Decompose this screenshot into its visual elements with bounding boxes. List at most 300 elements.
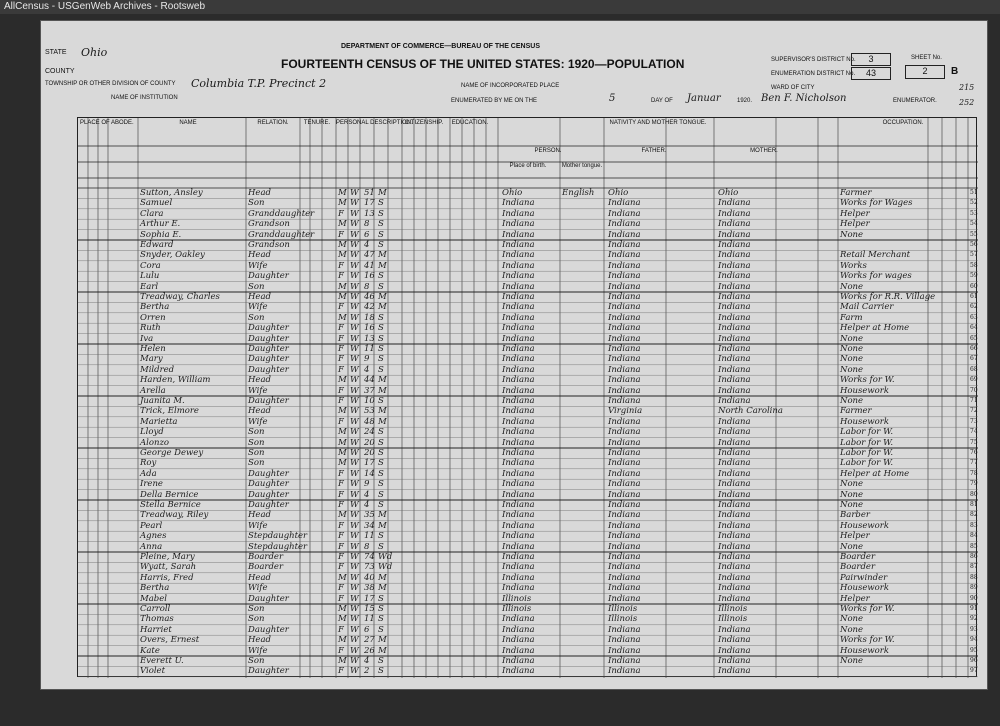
sex: M [338,281,347,292]
enumerated-day: 5 [609,93,616,104]
marital-status: S [378,500,384,510]
father-birthplace: Indiana [608,260,641,271]
birthplace: Indiana [502,448,535,458]
mother-birthplace: Indiana [718,645,751,656]
relation: Head [248,250,271,261]
mother-birthplace: Indiana [718,427,751,438]
marital-status: S [378,624,384,635]
relation: Wife [248,520,268,531]
race: W [350,416,359,427]
line-number: 91 [970,605,978,612]
marital-status: M [378,292,387,302]
relation: Wife [248,260,268,271]
father-birthplace: Indiana [608,645,641,656]
father-birthplace: Indiana [608,333,641,344]
census-title: FOURTEENTH CENSUS OF THE UNITED STATES: 1920—POPULATION [281,57,685,71]
sex: M [338,198,347,209]
line-number: 62 [970,303,978,311]
occupation: None [840,614,864,625]
age: 42 [364,302,375,313]
person-name: Agnes [140,531,167,542]
relation: Head [248,406,271,417]
sex: M [338,312,347,323]
marital-status: S [378,323,384,334]
window-title: AllCensus - USGenWeb Archives - Rootsweb [0,0,1000,14]
occupation: Housework [840,520,890,531]
relation: Granddaughter [248,208,315,219]
age: 46 [364,292,375,302]
race: W [350,520,359,531]
line-number: 81 [970,501,978,508]
race: W [350,666,359,677]
mother-birthplace: Indiana [718,468,751,479]
sex: F [338,479,344,490]
race: W [350,354,359,365]
father-birthplace: Indiana [608,624,641,635]
sheet-letter: B [951,66,959,77]
sex: F [338,552,344,562]
line-number: 73 [970,417,978,425]
person-name: Stella Bernice [140,500,201,510]
age: 34 [364,520,375,531]
birthplace: Ohio [502,188,523,198]
birthplace: Indiana [502,656,535,666]
age: 15 [364,604,375,614]
marital-status: S [378,240,384,250]
line-number: 70 [970,386,978,394]
incorporated-label: NAME OF INCORPORATED PLACE [461,83,560,89]
marital-status: S [378,437,384,448]
age: 18 [364,312,375,323]
sex: F [338,344,344,354]
mother-birthplace: Indiana [718,635,751,646]
occupation: Labor for W. [840,458,894,469]
father-birthplace: Indiana [608,572,641,583]
race: W [350,219,359,230]
relation: Head [248,375,271,386]
occupation: Farm [840,312,863,323]
race: W [350,583,359,594]
township-label: TOWNSHIP OR OTHER DIVISION OF COUNTY [45,81,176,87]
marital-status: M [378,635,387,646]
line-number: 84 [970,532,978,540]
occupation: Works for wages [840,271,912,282]
father-birthplace: Indiana [608,219,641,230]
relation: Daughter [248,271,289,282]
father-birthplace: Indiana [608,500,641,510]
col-mother: MOTHER. [750,148,778,154]
birthplace: Indiana [502,427,535,438]
relation: Daughter [248,489,289,500]
occupation: Works for W. [840,635,895,646]
marital-status: S [378,541,384,552]
county-label: COUNTY [45,68,75,75]
enumeration-value: 43 [851,67,891,80]
line-number: 67 [970,355,978,363]
person-name: Anna [140,541,163,552]
race: W [350,531,359,542]
occupation: None [840,229,864,240]
age: 8 [364,281,370,292]
birthplace: Indiana [502,624,535,635]
col-education: EDUCATION. [451,120,489,126]
race: W [350,344,359,354]
person-name: Juanita M. [140,396,185,406]
marital-status: M [378,645,387,656]
sex: M [338,458,347,469]
line-number: 79 [970,480,978,488]
occupation: Housework [840,583,890,594]
birthplace: Indiana [502,354,535,365]
occupation: Helper at Home [840,468,910,479]
person-name: Arella [140,385,166,396]
marital-status: M [378,510,387,521]
line-number: 64 [970,324,978,332]
relation: Daughter [248,354,289,365]
occupation: Helper [840,219,870,230]
race: W [350,208,359,219]
person-name: Bertha [140,302,170,313]
relation: Head [248,635,271,646]
sex: F [338,583,344,594]
sex: M [338,635,347,646]
marital-status: M [378,572,387,583]
person-name: Ruth [140,323,161,334]
birthplace: Indiana [502,541,535,552]
race: W [350,406,359,417]
relation: Granddaughter [248,229,315,240]
age: 9 [364,479,370,490]
marital-status: M [378,583,387,594]
person-name: Mary [140,354,163,365]
person-name: Mildred [140,364,175,375]
sex: F [338,520,344,531]
father-birthplace: Illinois [608,604,638,614]
sex: F [338,323,344,334]
sex: M [338,188,347,198]
col-place-of-abode: PLACE OF ABODE. [80,120,134,126]
occupation: Works for R.R. Village [840,292,936,302]
relation: Daughter [248,593,289,604]
relation: Son [248,614,265,625]
occupation: Pairwinder [840,572,888,583]
relation: Son [248,198,265,209]
father-birthplace: Indiana [608,292,641,302]
birthplace: Indiana [502,302,535,313]
birthplace: Indiana [502,510,535,521]
birthplace: Indiana [502,416,535,427]
race: W [350,562,359,573]
person-name: Marietta [140,416,178,427]
relation: Grandson [248,240,290,250]
birthplace: Indiana [502,614,535,625]
person-name: Harriet [140,624,172,635]
occupation: Retail Merchant [840,250,911,261]
line-number: 66 [970,345,978,352]
birthplace: Indiana [502,229,535,240]
line-number: 61 [970,293,978,300]
birthplace: Indiana [502,468,535,479]
sex: F [338,541,344,552]
age: 73 [364,562,375,573]
relation: Daughter [248,468,289,479]
mother-birthplace: Indiana [718,583,751,594]
age: 47 [364,250,375,261]
occupation: Housework [840,645,890,656]
father-birthplace: Indiana [608,562,641,573]
line-number: 57 [970,251,978,259]
col-occupation: OCCUPATION. [882,120,924,126]
marital-status: S [378,208,384,219]
line-number: 59 [970,272,978,280]
relation: Daughter [248,344,289,354]
col-name: NAME [179,120,197,126]
line-number: 69 [970,376,978,384]
father-birthplace: Illinois [608,614,638,625]
mother-birthplace: Indiana [718,240,751,250]
age: 13 [364,208,375,219]
age: 24 [364,427,375,438]
age: 17 [364,198,375,209]
relation: Daughter [248,364,289,375]
birthplace: Indiana [502,520,535,531]
father-birthplace: Indiana [608,385,641,396]
relation: Stepdaughter [248,531,308,542]
person-name: Trick, Elmore [140,406,199,417]
marital-status: S [378,468,384,479]
birthplace: Indiana [502,271,535,282]
sex: F [338,645,344,656]
line-number: 54 [970,220,978,228]
race: W [350,229,359,240]
father-birthplace: Indiana [608,396,641,406]
occupation: None [840,344,864,354]
person-name: Carroll [140,604,171,614]
sex: M [338,604,347,614]
marital-status: S [378,333,384,344]
birthplace: Indiana [502,572,535,583]
birthplace: Indiana [502,323,535,334]
marital-status: S [378,396,384,406]
birthplace: Indiana [502,406,535,417]
sex: M [338,292,347,302]
person-name: Alonzo [140,437,170,448]
marital-status: S [378,531,384,542]
father-birthplace: Indiana [608,375,641,386]
sex: M [338,250,347,261]
sheet-label: SHEET No. [911,55,942,61]
relation: Son [248,458,265,469]
sex: M [338,656,347,666]
age: 40 [364,572,375,583]
race: W [350,448,359,458]
birthplace: Indiana [502,531,535,542]
birthplace: Indiana [502,666,535,677]
relation: Son [248,448,265,458]
person-name: Thomas [140,614,174,625]
occupation: None [840,479,864,490]
relation: Son [248,312,265,323]
sex: F [338,624,344,635]
sex: F [338,666,344,677]
line-number: 58 [970,261,978,269]
relation: Daughter [248,323,289,334]
race: W [350,604,359,614]
line-number: 83 [970,521,978,529]
col-father: FATHER. [641,148,667,154]
line-number: 78 [970,469,978,477]
occupation: Helper at Home [840,323,910,334]
person-name: Lulu [140,271,160,282]
supervisor-label: SUPERVISOR'S DISTRICT No. [771,57,856,63]
relation: Daughter [248,624,289,635]
person-name: Arthur E. [140,219,181,230]
relation: Daughter [248,666,289,677]
person-name: Orren [140,312,166,323]
race: W [350,468,359,479]
birthplace: Indiana [502,260,535,271]
sex: M [338,572,347,583]
father-birthplace: Indiana [608,531,641,542]
line-number: 72 [970,407,978,415]
age: 16 [364,323,375,334]
person-name: Samuel [140,198,173,209]
father-birthplace: Indiana [608,458,641,469]
occupation: Farmer [840,188,872,198]
race: W [350,385,359,396]
father-birthplace: Indiana [608,635,641,646]
sex: F [338,593,344,604]
age: 4 [364,240,370,250]
mother-birthplace: Indiana [718,489,751,500]
marital-status: S [378,271,384,282]
mother-birthplace: Illinois [718,614,748,625]
person-name: Snyder, Oakley [140,250,205,261]
age: 53 [364,406,375,417]
relation: Daughter [248,479,289,490]
sex: M [338,614,347,625]
race: W [350,302,359,313]
race: W [350,541,359,552]
father-birthplace: Indiana [608,229,641,240]
race: W [350,500,359,510]
occupation: None [840,624,864,635]
person-name: Irene [140,479,163,490]
line-number: 86 [970,553,978,560]
occupation: Housework [840,385,890,396]
relation: Son [248,437,265,448]
person-name: Sutton, Ansley [140,188,203,198]
birthplace: Indiana [502,583,535,594]
line-number: 74 [970,428,978,436]
line-number: 88 [970,573,978,581]
birthplace: Indiana [502,364,535,375]
line-number: 80 [970,490,978,498]
enumeration-label: ENUMERATION DISTRICT No. [771,71,856,77]
occupation: None [840,281,864,292]
mother-birthplace: Indiana [718,562,751,573]
father-birthplace: Virginia [608,406,643,417]
relation: Wife [248,416,268,427]
birthplace: Indiana [502,219,535,230]
birthplace: Indiana [502,292,535,302]
marital-status: S [378,479,384,490]
line-number: 53 [970,209,978,217]
ward-label: WARD OF CITY [771,85,815,91]
mother-birthplace: Indiana [718,260,751,271]
age: 6 [364,624,370,635]
mother-birthplace: Indiana [718,198,751,209]
person-name: Treadway, Charles [140,292,220,302]
year-label: 1920. [737,98,753,104]
mother-birthplace: Indiana [718,541,751,552]
col-nativity: NATIVITY AND MOTHER TONGUE. [609,120,707,126]
occupation: Boarder [840,562,876,573]
race: W [350,250,359,261]
relation: Stepdaughter [248,541,308,552]
age: 44 [364,375,375,386]
mother-birthplace: Indiana [718,666,751,677]
father-birthplace: Indiana [608,416,641,427]
col-place-of-birth: Place of birth. [509,163,547,169]
relation: Son [248,427,265,438]
marital-status: M [378,406,387,417]
father-birthplace: Indiana [608,250,641,261]
line-number: 96 [970,657,978,664]
institution-label: NAME OF INSTITUTION [111,95,178,101]
person-name: Helen [140,344,166,354]
mother-birthplace: Indiana [718,572,751,583]
mother-birthplace: Indiana [718,448,751,458]
supervisor-value: 3 [851,53,891,66]
age: 8 [364,219,370,230]
line-number: 65 [970,334,978,342]
birthplace: Indiana [502,458,535,469]
line-number: 89 [970,584,978,592]
race: W [350,437,359,448]
relation: Son [248,281,265,292]
margin-number-1: 215 [959,83,975,92]
mother-birthplace: Indiana [718,219,751,230]
birthplace: Indiana [502,385,535,396]
age: 17 [364,458,375,469]
marital-status: S [378,448,384,458]
occupation: None [840,489,864,500]
mother-birthplace: Indiana [718,333,751,344]
relation: Head [248,572,271,583]
marital-status: M [378,302,387,313]
age: 11 [364,614,375,625]
sex: M [338,375,347,386]
sex: F [338,354,344,365]
marital-status: M [378,416,387,427]
marital-status: S [378,354,384,365]
mother-birthplace: Indiana [718,396,751,406]
birthplace: Indiana [502,645,535,656]
relation: Daughter [248,500,289,510]
father-birthplace: Indiana [608,344,641,354]
sex: F [338,531,344,542]
person-name: Roy [140,458,157,469]
age: 11 [364,531,375,542]
birthplace: Indiana [502,562,535,573]
age: 74 [364,552,375,562]
age: 35 [364,510,375,521]
age: 2 [364,666,370,677]
birthplace: Illinois [502,604,532,614]
race: W [350,260,359,271]
birthplace: Indiana [502,312,535,323]
